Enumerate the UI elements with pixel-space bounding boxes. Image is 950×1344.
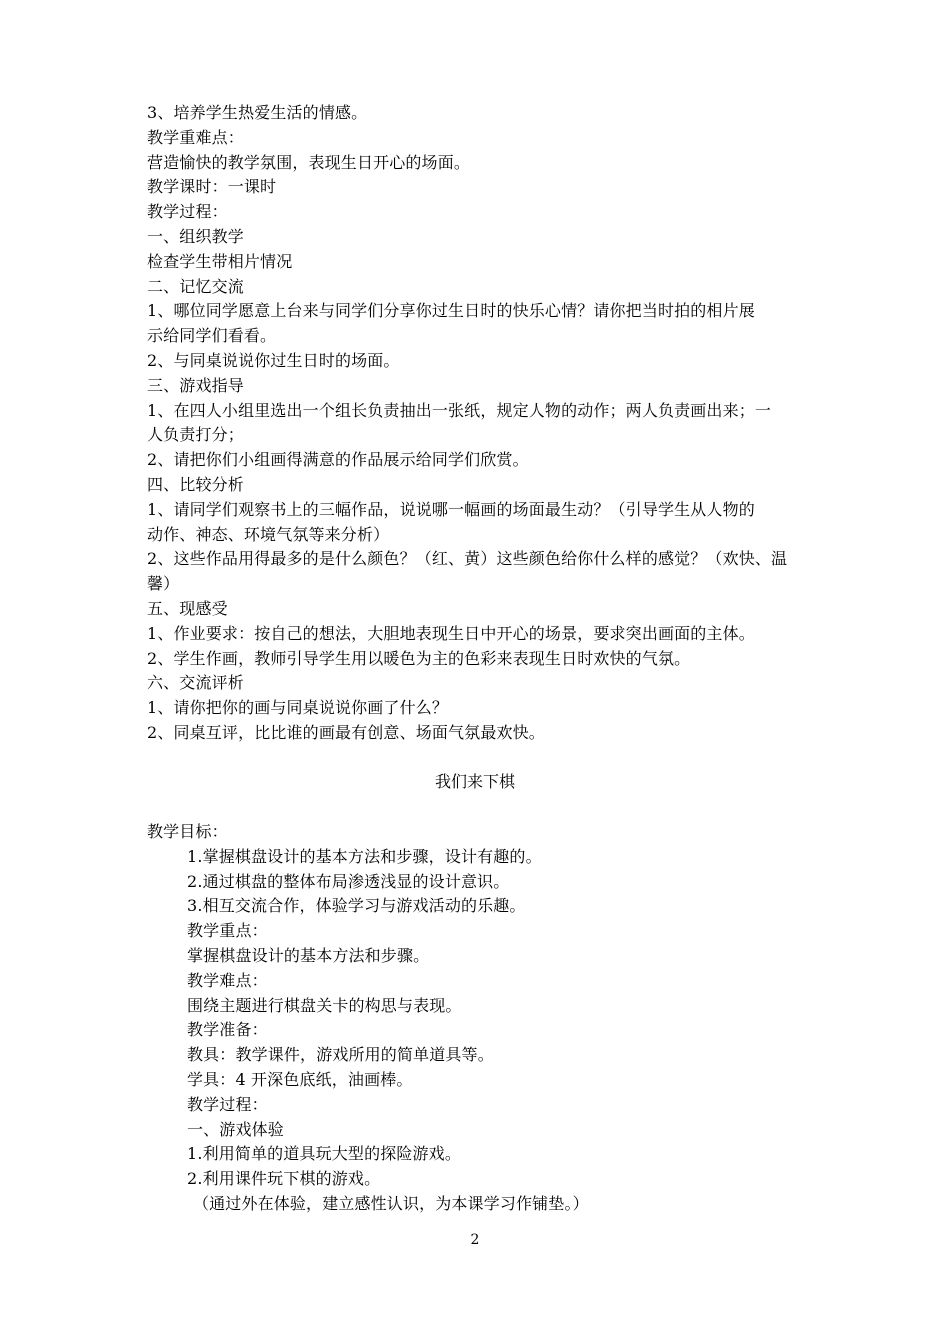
text-line: 一、组织教学 — [147, 226, 244, 246]
text-line: 1、请同学们观察书上的三幅作品，说说哪一幅画的场面最生动？（引导学生从人物的 — [147, 499, 755, 519]
text-line: 三、游戏指导 — [147, 375, 244, 395]
text-line: 2.利用课件玩下棋的游戏。 — [187, 1169, 381, 1189]
text-line: 1、请你把你的画与同桌说说你画了什么？ — [147, 698, 449, 718]
text-line: 教学准备： — [187, 1020, 268, 1040]
text-line: 人负责打分； — [147, 425, 244, 445]
text-line: 2、同桌互评，比比谁的画最有创意、场面气氛最欢快。 — [147, 722, 545, 742]
text-line: 检查学生带相片情况 — [147, 251, 293, 271]
text-line: 2、这些作品用得最多的是什么颜色？（红、黄）这些颜色给你什么样的感觉？（欢快、温 — [147, 549, 788, 569]
text-line: 教学过程： — [187, 1094, 268, 1114]
text-line: 二、记忆交流 — [147, 276, 244, 296]
text-line: 教学过程： — [147, 202, 228, 222]
text-line: 四、比较分析 — [147, 474, 244, 494]
text-line: 五、现感受 — [147, 598, 228, 618]
section-heading: 教学目标： — [147, 822, 228, 841]
text-line: 教具：教学课件，游戏所用的简单道具等。 — [187, 1045, 494, 1065]
text-line: 3、培养学生热爱生活的情感。 — [147, 103, 368, 122]
text-line: 六、交流评析 — [147, 673, 244, 693]
text-line: 学具：4 开深色底纸，油画棒。 — [187, 1069, 413, 1089]
text-line: 围绕主题进行棋盘关卡的构思与表现。 — [187, 995, 462, 1015]
text-line: 1.掌握棋盘设计的基本方法和步骤，设计有趣的。 — [187, 846, 542, 866]
text-line: 一、游戏体验 — [187, 1119, 284, 1139]
text-line: 教学课时：一课时 — [147, 177, 277, 197]
text-line: 营造愉快的教学氛围，表现生日开心的场面。 — [147, 152, 471, 172]
text-line: 动作、神态、环境气氛等来分析） — [147, 524, 390, 544]
section-1-body — [147, 101, 867, 746]
text-line: 1、在四人小组里选出一个组长负责抽出一张纸，规定人物的动作；两人负责画出来；一 — [147, 400, 772, 420]
text-line: 教学重难点： — [147, 127, 244, 147]
text-line: 示给同学们看看。 — [147, 326, 277, 346]
text-line: 1、哪位同学愿意上台来与同学们分享你过生日时的快乐心情？请你把当时拍的相片展 — [147, 301, 755, 321]
text-line: 2、请把你们小组画得满意的作品展示给同学们欣赏。 — [147, 450, 529, 470]
text-line: 1.利用简单的道具玩大型的探险游戏。 — [187, 1144, 461, 1164]
text-line: 3.相互交流合作，体验学习与游戏活动的乐趣。 — [187, 896, 526, 916]
text-line: 2、与同桌说说你过生日时的场面。 — [147, 350, 400, 370]
text-line: 1、作业要求：按自己的想法，大胆地表现生日中开心的场景，要求突出画面的主体。 — [147, 623, 755, 643]
text-line: 教学难点： — [187, 970, 268, 990]
section-2-body — [147, 820, 867, 1217]
note-line: （通过外在体验，建立感性认识，为本课学习作铺垫。） — [193, 1193, 589, 1213]
text-line: 2.通过棋盘的整体布局渗透浅显的设计意识。 — [187, 871, 510, 891]
text-line: 掌握棋盘设计的基本方法和步骤。 — [187, 945, 430, 965]
page-number: 2 — [470, 1232, 480, 1248]
text-line: 教学重点： — [187, 921, 268, 941]
text-line: 2、学生作画，教师引导学生用以暖色为主的色彩来表现生日时欢快的气氛。 — [147, 648, 691, 668]
text-line: 馨） — [147, 574, 180, 594]
section-2-title: 我们来下棋 — [434, 772, 515, 791]
